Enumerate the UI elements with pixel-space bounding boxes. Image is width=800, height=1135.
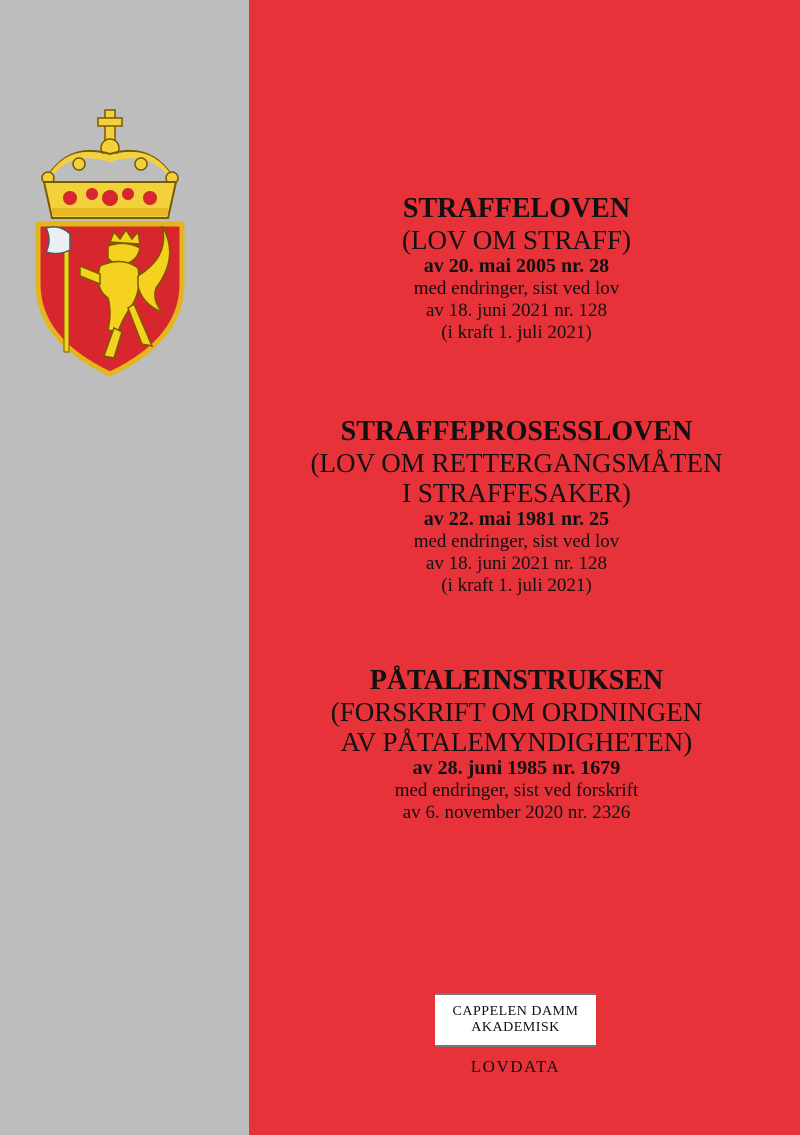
- law-date: av 28. juni 1985 nr. 1679: [412, 757, 621, 779]
- law-note: med endringer, sist ved lov: [413, 278, 620, 299]
- law-date: av 22. mai 1981 nr. 25: [423, 508, 610, 530]
- law-subtitle: (FORSKRIFT OM ORDNINGEN: [330, 697, 703, 727]
- law-subtitle: (LOV OM STRAFF): [401, 225, 632, 255]
- law-section-straffeprosessloven: [249, 416, 784, 597]
- law-note: med endringer, sist ved lov: [413, 531, 620, 552]
- law-subtitle: AV PÅTALEMYNDIGHETEN): [340, 727, 693, 757]
- publisher-logo: [435, 993, 596, 1047]
- law-date: av 20. mai 2005 nr. 28: [423, 255, 610, 277]
- law-note: av 6. november 2020 nr. 2326: [402, 802, 631, 823]
- law-note: av 18. juni 2021 nr. 128: [425, 300, 608, 321]
- law-title: PÅTALEINSTRUKSEN: [369, 665, 664, 696]
- norwegian-coat-of-arms-icon: [30, 106, 190, 378]
- law-subtitle: I STRAFFESAKER): [402, 478, 631, 508]
- law-subtitle: (LOV OM RETTERGANGSMÅTEN: [310, 448, 723, 478]
- lovdata-label: LOVDATA: [470, 1057, 561, 1076]
- law-note: av 18. juni 2021 nr. 128: [425, 553, 608, 574]
- law-section-straffeloven: [249, 193, 784, 344]
- law-title: STRAFFEPROSESSLOVEN: [340, 416, 693, 447]
- law-note: (i kraft 1. juli 2021): [441, 322, 592, 343]
- law-note: med endringer, sist ved forskrift: [394, 780, 639, 801]
- publisher-imprint: AKADEMISK: [471, 1020, 560, 1035]
- law-section-pataleinstruksen: [249, 665, 784, 824]
- law-title: STRAFFELOVEN: [402, 193, 631, 224]
- publisher-name: CAPPELEN DAMM: [452, 1004, 579, 1019]
- law-note: (i kraft 1. juli 2021): [441, 575, 592, 596]
